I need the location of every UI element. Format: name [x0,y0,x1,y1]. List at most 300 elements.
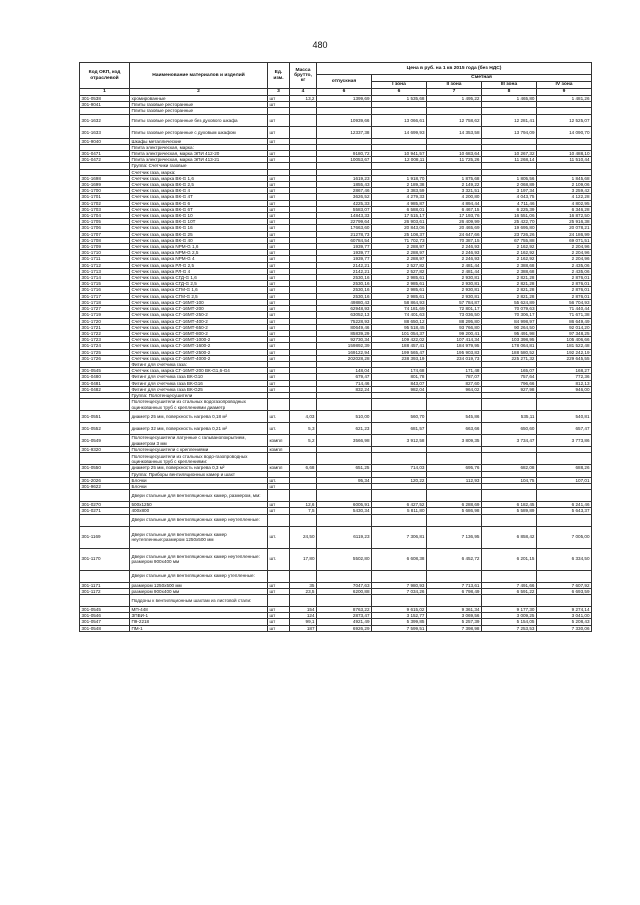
cell-zone-1-price: 7 306,81 [372,526,427,548]
cell-name: Фитинг для счетчика газа ВК-G16 [130,380,268,386]
cell-zone-3-price: 9 177,30 [482,606,537,612]
cell-name: МП-448 [130,606,268,612]
cell-zone-3-price: 2 162,92 [482,256,537,262]
cell-code: 301-1170 [80,548,130,570]
cell-zone-1-price: 13 066,61 [372,114,427,126]
cell-zone-3-price: 2 162,92 [482,244,537,250]
cell-code: 301-9040 [80,138,130,144]
cell-zone-4-price: 4 802,95 [537,200,592,206]
cell-release-price: 21278,73 [317,231,372,237]
index-cell: 8 [482,89,537,96]
cell-zone-2-price: 99 200,41 [427,330,482,336]
cell-zone-4-price: 3 041,00 [537,613,592,619]
cell-name: Плита электрическая, марка ЭПИ 412-20 [130,151,268,157]
cell-zone-1-price: 3 383,59 [372,188,427,194]
cell-code: 301-1720 [80,318,130,324]
cell-zone-3-price: 682,08 [482,465,537,471]
table-row [80,548,592,570]
cell-zone-3-price: 70 306,17 [482,312,537,318]
cell-name: Блочки [130,477,268,483]
cell-zone-1-price: 2 527,82 [372,262,427,268]
cell-zone-1-price: 120,22 [372,477,427,483]
cell-zone-4-price: 2 204,96 [537,250,592,256]
cell-zone-4-price: 14 090,70 [537,126,592,138]
cell-zone-3-price: 2 821,28 [482,281,537,287]
cell-zone-2-price: 3 809,35 [427,435,482,447]
cell-zone-3-price: 19 695,80 [482,225,537,231]
cell-code: 301-1701 [80,194,130,200]
cell-name: Счетчик газа, марка ВК-G 16 [130,225,268,231]
cell-code: 301-0552 [80,423,130,435]
cell-unit: шт [268,102,290,108]
cell-name: Плита электрическая, марка: [130,144,268,150]
cell-zone-2-price: 6 798,49 [427,588,482,594]
cell-zone-2-price: 545,86 [427,411,482,423]
cell-zone-3-price: 6 201,15 [482,548,537,570]
cell-zone-1-price [372,399,427,411]
cell-zone-2-price: 3 069,56 [427,613,482,619]
cell-code: 301-1709 [80,244,130,250]
cell-zone-2-price: 17 193,76 [427,213,482,219]
index-cell: 4 [290,89,317,96]
cell-zone-3-price [482,490,537,502]
cell-code: 301-1700 [80,188,130,194]
cell-zone-2-price: 88 295,80 [427,318,482,324]
cell-unit [268,453,290,465]
cell-unit: шт [268,219,290,225]
cell-name: Фитинг для счетчика газа ВК-G25 [130,386,268,392]
cell-unit: шт [268,287,290,293]
cell-zone-3-price: 3 009,25 [482,613,537,619]
header-price-group: Цена в руб. на 1 кв 2015 года (без НДС) [317,63,592,75]
cell-zone-2-price: 5 257,39 [427,619,482,625]
cell-zone-3-price: 13 794,09 [482,126,537,138]
cell-release-price: 17663,60 [317,225,372,231]
cell-release-price: 60784,54 [317,237,372,243]
cell-release-price: 651,25 [317,465,372,471]
cell-zone-3-price: 757,64 [482,374,537,380]
cell-zone-4-price: 3 773,86 [537,435,592,447]
cell-zone-2-price: 70 387,15 [427,237,482,243]
cell-mass: 5,3 [290,423,317,435]
cell-zone-2-price [427,594,482,606]
cell-release-price: 2530,16 [317,281,372,287]
table-row [80,490,592,502]
cell-zone-3-price: 55 624,89 [482,299,537,305]
cell-release-price: 1939,77 [317,250,372,256]
cell-zone-1-price: 2 985,61 [372,293,427,299]
cell-zone-3-price [482,399,537,411]
cell-release-price: 2867,46 [317,188,372,194]
cell-unit: шт [268,343,290,349]
cell-name: Полотенцесушители с креплениями [130,447,268,453]
cell-zone-2-price: 57 784,87 [427,299,482,305]
cell-zone-3-price: 2 821,28 [482,275,537,281]
cell-zone-3-price: 95 491,98 [482,330,537,336]
cell-release-price: 2530,16 [317,293,372,299]
cell-zone-4-price [537,490,592,502]
cell-zone-4-price: 20 078,21 [537,225,592,231]
header-mass: Масса брутто, кг [290,63,317,89]
cell-zone-4-price: 71 440,44 [537,306,592,312]
cell-zone-4-price: 25 916,38 [537,219,592,225]
cell-code: 301-0545 [80,606,130,612]
cell-zone-3-price: 2 162,92 [482,250,537,256]
header-zone-3: III зона [482,82,537,89]
cell-unit: шт [268,613,290,619]
cell-code: 301-1705 [80,219,130,225]
cell-zone-4-price: 168,27 [537,368,592,374]
cell-code: 301-1723 [80,337,130,343]
cell-zone-3-price: 5 154,05 [482,619,537,625]
cell-release-price: 75228,93 [317,318,372,324]
cell-zone-1-price: 1 535,68 [372,96,427,102]
table-row [80,399,592,411]
cell-zone-4-price: 6 334,50 [537,548,592,570]
cell-mass [290,570,317,582]
cell-code: 301-1725 [80,349,130,355]
cell-zone-2-price: 6 288,69 [427,502,482,508]
cell-zone-3-price: 6 225,39 [482,206,537,212]
cell-code: 301-0538 [80,96,130,102]
cell-name: Счетчик газа, марка СГМ-G 1,6 [130,287,268,293]
cell-name: Счетчик газа, марка СГ-16МТ-800-2 [130,330,268,336]
cell-mass: 6,68 [290,465,317,471]
cell-zone-1-price: 560,70 [372,411,427,423]
cell-release-price: 4921,49 [317,619,372,625]
cell-mass [290,490,317,502]
cell-unit: шт. [268,548,290,570]
cell-code [80,594,130,606]
cell-zone-4-price: 540,81 [537,411,592,423]
index-cell: 6 [317,89,372,96]
cell-name: Фитинг для счетчика газа: [130,361,268,367]
cell-zone-3-price: 7 491,66 [482,582,537,588]
cell-zone-4-price: 7 330,06 [537,625,592,631]
cell-release-price: 10053,67 [317,157,372,163]
cell-code [80,399,130,411]
cell-name: Счетчик газа, марка СГ-16МТ-4000-2 [130,355,268,361]
cell-code: 301-0482 [80,386,130,392]
cell-unit: шт [268,324,290,330]
cell-zone-2-price: 2 930,81 [427,281,482,287]
cell-zone-3-price: 6 858,42 [482,526,537,548]
cell-release-price: 14843,33 [317,213,372,219]
cell-zone-1-price: 17 515,17 [372,213,427,219]
cell-code: 301-1721 [80,324,130,330]
cell-name: Двери стальные для вентиляционных камер неутепленные: [130,514,268,526]
cell-zone-1-price: 25 108,37 [372,231,427,237]
cell-release-price: 80649,46 [317,324,372,330]
cell-zone-2-price: 787,07 [427,374,482,380]
cell-unit: компл [268,465,290,471]
cell-code: 301-1703 [80,206,130,212]
cell-name: Счетчик газа, марка ВК-G 2,5 [130,182,268,188]
cell-unit: шт [268,337,290,343]
cell-unit: шт [268,281,290,287]
cell-code: 301-1722 [80,330,130,336]
cell-zone-1-price: 1 918,70 [372,175,427,181]
cell-zone-1-price [372,514,427,526]
header-estimate: Сметная [372,75,592,82]
cell-zone-1-price: 109 422,02 [372,337,427,343]
cell-name: Счетчик газа, марка NPM-G 2,5 [130,250,268,256]
cell-name: Счетчик газа, марка ВК-G 25 [130,231,268,237]
cell-zone-4-price: 946,00 [537,386,592,392]
cell-name: Счетчик газа, марка СГ-16МТ-100 [130,299,268,305]
cell-unit: шт [268,318,290,324]
table-row [80,625,592,631]
index-cell: 2 [130,89,268,96]
cell-zone-3-price: 12 281,41 [482,114,537,126]
cell-code: 301-1727 [80,306,130,312]
cell-zone-3-price: 16 551,06 [482,213,537,219]
cell-release-price: 6926,29 [317,625,372,631]
cell-zone-2-price: 7 713,61 [427,582,482,588]
cell-zone-4-price: 5 208,43 [537,619,592,625]
cell-mass: 17,80 [290,548,317,570]
cell-unit: шт [268,206,290,212]
header-zone-1: I зона [372,82,427,89]
cell-zone-2-price: 234 019,73 [427,355,482,361]
cell-zone-2-price: 2 246,93 [427,250,482,256]
cell-code: 301-1724 [80,343,130,349]
cell-unit: шт [268,508,290,514]
cell-zone-2-price [427,490,482,502]
cell-name: Плиты газовые ресторанные с духовым шкафом [130,126,268,138]
cell-zone-1-price: 6 427,52 [372,502,427,508]
cell-release-price: 1619,23 [317,175,372,181]
cell-zone-3-price: 2 068,89 [482,182,537,188]
cell-code: 301-1708 [80,237,130,243]
header-release: отпускная [317,75,372,89]
cell-unit: шт [268,355,290,361]
header-code: Код ОКП, код отраслевой [80,63,130,89]
cell-unit: шт [268,231,290,237]
cell-code: 301-1633 [80,126,130,138]
cell-name: Счетчик газа, марка ВК-G 10Т [130,219,268,225]
cell-zone-2-price: 7 136,95 [427,526,482,548]
cell-zone-3-price: 535,11 [482,411,537,423]
cell-unit: шт [268,299,290,305]
cell-zone-1-price: 7 599,51 [372,625,427,631]
cell-zone-1-price: 5 399,85 [372,619,427,625]
cell-zone-1-price: 2 288,97 [372,256,427,262]
table-row [80,114,592,126]
cell-code: 301-1704 [80,213,130,219]
cell-zone-4-price: 5 643,37 [537,508,592,514]
cell-name: Двери стальные для вентиляционных камер неутепленные:размером 1250х500 мм [130,526,268,548]
cell-zone-4-price: 56 704,93 [537,299,592,305]
cell-unit: шт. [268,526,290,548]
header-zone-4: IV зона [537,82,592,89]
cell-zone-1-price: 2 527,82 [372,268,427,274]
cell-zone-2-price: 6 467,15 [427,206,482,212]
cell-name: Счетчик газа, марка СГ-16МТ-200 ВК-G1,6-G4 [130,368,268,374]
cell-unit: шт [268,502,290,508]
cell-mass [290,514,317,526]
cell-unit: шт [268,293,290,299]
cell-release-price: 714,46 [317,380,372,386]
cell-zone-2-price: 2 246,93 [427,256,482,262]
cell-zone-4-price: 6 241,46 [537,502,592,508]
cell-zone-2-price: 663,66 [427,423,482,435]
cell-zone-4-price: 657,47 [537,423,592,435]
cell-zone-1-price: 982,04 [372,386,427,392]
cell-zone-2-price: 1 875,68 [427,175,482,181]
cell-zone-4-price: 192 242,19 [537,349,592,355]
cell-release-price: 159892,39 [317,343,372,349]
cell-code: 301-0548 [80,625,130,631]
cell-zone-1-price: 2 985,61 [372,287,427,293]
cell-code: 301-1169 [80,526,130,548]
cell-unit: шт. [268,423,290,435]
table-row [80,435,592,447]
cell-zone-1-price: 9 615,02 [372,606,427,612]
cell-zone-3-price: 6 591,22 [482,588,537,594]
cell-release-price: 169122,94 [317,349,372,355]
cell-mass: 5,2 [290,435,317,447]
cell-name: Счетчик газа, марка СГД-G 2,5 [130,281,268,287]
cell-zone-4-price [537,594,592,606]
cell-zone-4-price: 9 274,14 [537,606,592,612]
cell-code: 301-0547 [80,619,130,625]
cell-zone-4-price: 1 845,68 [537,175,592,181]
cell-zone-1-price: 20 843,06 [372,225,427,231]
cell-zone-3-price: 7 253,53 [482,625,537,631]
cell-code: 301-1714 [80,275,130,281]
cell-zone-2-price: 9 361,34 [427,606,482,612]
cell-name: Блочки [130,483,268,489]
cell-unit: шт [268,306,290,312]
cell-unit: шт. [268,477,290,483]
cell-code: 301-1698 [80,175,130,181]
cell-zone-4-price: 12 525,07 [537,114,592,126]
table-row [80,453,592,465]
cell-zone-4-price: 812,13 [537,380,592,386]
cell-zone-1-price: 714,03 [372,465,427,471]
cell-code: 301-0471 [80,151,130,157]
cell-name: Двери стальные для вентиляционных камер утепленные: [130,570,268,582]
cell-zone-1-price: 2 189,38 [372,182,427,188]
cell-name: размером 900х400 мм [130,588,268,594]
cell-release-price: 2142,21 [317,262,372,268]
cell-zone-1-price: 2 288,97 [372,250,427,256]
cell-zone-4-price: 97 348,25 [537,330,592,336]
cell-release-price: 2142,21 [317,268,372,274]
cell-zone-3-price: 1 465,80 [482,96,537,102]
cell-code: 301-1172 [80,588,130,594]
cell-mass: 13,2 [290,96,317,102]
cell-zone-3-price: 67 755,88 [482,237,537,243]
cell-name: Счетчик газа, марка ВК-G 6Т [130,206,268,212]
cell-unit: шт [268,157,290,163]
cell-code [80,453,130,465]
cell-release-price: 3566,98 [317,435,372,447]
cell-unit [268,514,290,526]
cell-name: Счетчик газа, марка ВК-G 40 [130,237,268,243]
index-cell: 6 [372,89,427,96]
cell-zone-4-price: 2 876,01 [537,293,592,299]
cell-unit: шт [268,483,290,489]
cell-zone-4-price: 69 071,51 [537,237,592,243]
index-cell: 3 [268,89,290,96]
cell-release-price: 2873,47 [317,613,372,619]
cell-zone-3-price: 2 821,28 [482,293,537,299]
cell-mass [290,126,317,138]
cell-release-price: 510,00 [317,411,372,423]
cell-code [80,490,130,502]
cell-unit [268,399,290,411]
cell-name: Счетчик газа, марка РЛ-G 2,5 [130,262,268,268]
cell-mass: 124 [290,613,317,619]
cell-name: Счетчик газа, марка ВК-G 6 [130,200,268,206]
cell-zone-1-price: 2 985,61 [372,281,427,287]
cell-code: 301-1706 [80,225,130,231]
cell-unit: компл [268,447,290,453]
cell-zone-3-price [482,570,537,582]
table-row [80,526,592,548]
cell-zone-3-price: 796,66 [482,380,537,386]
table-row [80,594,592,606]
cell-code: 301-1707 [80,231,130,237]
cell-release-price: 679,47 [317,374,372,380]
cell-zone-1-price: 6 588,01 [372,206,427,212]
cell-zone-2-price: 12 758,62 [427,114,482,126]
cell-zone-3-price: 927,98 [482,386,537,392]
cell-zone-1-price: 74 181,69 [372,306,427,312]
cell-release-price: 4225,33 [317,200,372,206]
cell-zone-2-price: 10 683,64 [427,151,482,157]
cell-zone-3-price [482,514,537,526]
cell-name: размером 1250х500 мм [130,582,268,588]
cell-mass: 154 [290,606,317,612]
cell-code: 301-0551 [80,411,130,423]
header-zone-2: II зона [427,82,482,89]
cell-zone-2-price: 4 894,44 [427,200,482,206]
cell-code [80,570,130,582]
page-number: 480 [312,40,328,50]
cell-zone-3-price: 2 821,28 [482,287,537,293]
cell-mass [290,453,317,465]
cell-zone-4-price: 181 522,48 [537,343,592,349]
cell-release-price [317,490,372,502]
cell-zone-3-price: 25 422,70 [482,219,537,225]
cell-zone-4-price [537,514,592,526]
cell-release-price: 9180,72 [317,151,372,157]
cell-code: 301-1702 [80,200,130,206]
cell-zone-4-price: 2 435,06 [537,268,592,274]
cell-zone-3-price: 225 271,32 [482,355,537,361]
cell-zone-2-price [427,399,482,411]
cell-mass: 23,5 [290,588,317,594]
cell-unit: шт [268,96,290,102]
cell-name: диаметр 32 мм, поверхность нагрева 0,21 м² [130,423,268,435]
cell-zone-1-price: 4 985,87 [372,200,427,206]
cell-zone-4-price [537,399,592,411]
cell-zone-4-price: 1 481,26 [537,96,592,102]
cell-zone-3-price: 104,75 [482,477,537,483]
cell-zone-4-price: 772,36 [537,374,592,380]
cell-name: Поддоны к вентиляционным шахтам из листовой стали: [130,594,268,606]
cell-zone-1-price [372,594,427,606]
cell-zone-1-price [372,570,427,582]
cell-release-price: 6005,91 [317,502,372,508]
cell-zone-2-price: 2 930,81 [427,293,482,299]
cell-unit: шт [268,182,290,188]
cell-code: 301-0472 [80,157,130,163]
cell-code: 301-0480 [80,374,130,380]
